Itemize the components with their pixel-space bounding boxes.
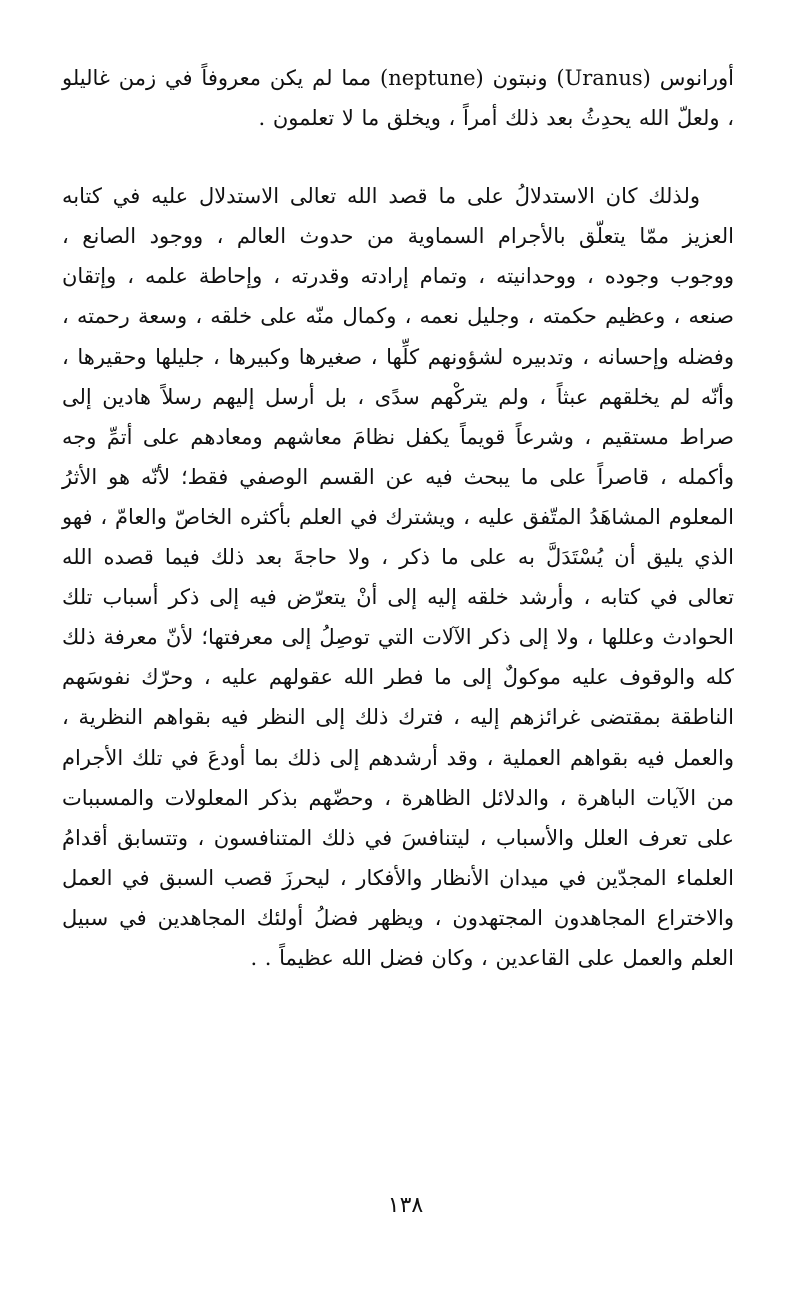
- page-number: ١٣٨: [387, 1193, 424, 1218]
- paragraph-main: ولذلك كان الاستدلالُ على ما قصد الله تعالى الاستدلال عليه في كتابه العزيز ممّا يتعلّق بالأجرام السماوية من حدوث العالم ، ووجود الصانع ، ووجوب وجوده ، ووحدانيته ، وتمام إرادته وقدرته ، وإحاطة علمه ، وإتقان صنعه ، وعظيم حكمته ، وجليل نعمه ، وكمال منّه على خلقه ، وسعة رحمته ، وفضله وإحسانه ، وتدبيره لشؤونهم كلِّها ، صغيرها وكبيرها ، جليلها وحقيرها ، وأنّه لم يخلقهم عبثاً ، ولم يتركْهم سدًى ، بل أرسل إليهم رسلاً هادين إلى صراط مستقيم ، وشرعاً قويماً يكفل نظامَ معاشهم ومعادهم على أتمِّ وجه وأكمله ، قاصراً على ما يبحث فيه عن القسم الوصفي فقط؛ لأنّه هو الأثرُ المعلوم المشاهَدُ المتّفق عليه ، ويشترك في العلم بأكثره الخاصّ والعامّ ، فهو الذي يليق أن يُسْتَدَلَّ به على ما ذكر ، ولا حاجةَ بعد ذلك فيما قصده الله تعالى في كتابه ، وأرشد خلقه إليه إلى أنْ يتعرّض فيه إلى ذكر أسباب تلك الحوادث وعللها ، ولا إلى ذكر الآلات التي توصِلُ إلى معرفتها؛ لأنّ معرفة ذلك كله والوقوف عليه موكولٌ إلى ما فطر الله عقولهم عليه ، وحرّك نفوسَهم الناطقة بمقتضى غرائزهم إليه ، فترك ذلك إلى النظر فيه بقواهم النظرية ، والعمل فيه بقواهم العملية ، وقد أرشدهم إلى ذلك بما أودعَ في تلك الأجرام من الآيات الباهرة ، والدلائل الظاهرة ، وحضّهم بذكر المعلولات والمسببات على تعرف العلل والأسباب ، ليتنافسَ في ذلك المتنافسون ، وتتسابق أقدامُ العلماء المجدّين في ميدان الأنظار والأفكار ، ليحرزَ قصب السبق في العمل والاختراع المجاهدون المجتهدون ، ويظهر فضلُ أولئك المجاهدين في سبيل العلم والعمل على القاعدين ، وكان فضل الله عظيماً . .: [62, 184, 735, 970]
- paragraph-continuation: أورانوس (Uranus) ونبتون (neptune) مما لم يكن معروفاً في زمن غاليلو ، ولعلّ الله يحدِثُ بعد ذلك أمراً ، ويخلق ما لا تعلمون .: [62, 66, 734, 131]
- page-body: [62, 58, 734, 978]
